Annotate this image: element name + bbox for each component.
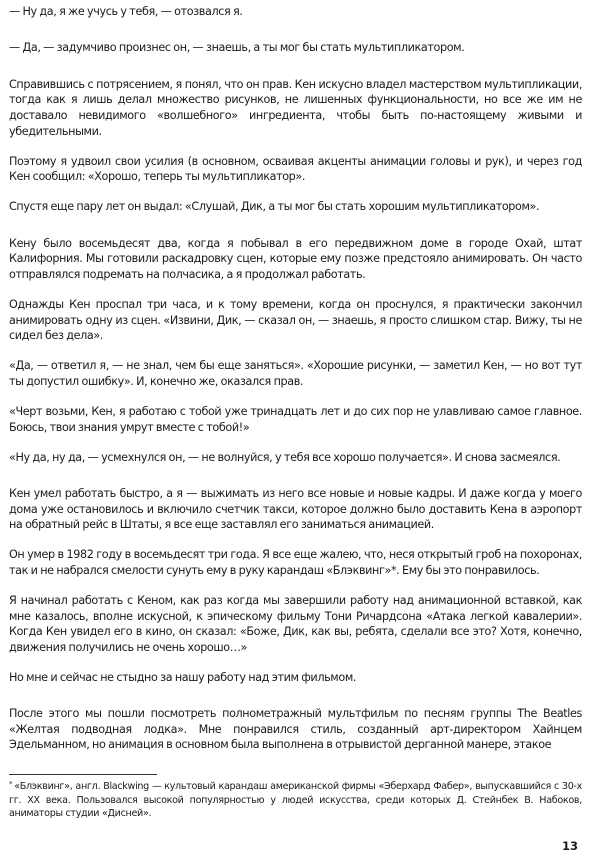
footnote-divider [9,774,157,775]
paragraph: Кену было восемьдесят два, когда я побывал в его передвижном доме в городе Охай, штат Калифорния. Мы готовили раскадровку сцен, которые ему позже предстояло анимировать. Он часто отправлялся подремать на полчасика, а я продолжал работать. [9,236,582,281]
paragraph: — Ну да, я же учусь у тебя, — отозвался я. [9,5,243,18]
paragraph: Кен умел работать быстро, а я — выжимать из него все новые и новые кадры. И даже когда у моего дома уже остановилось и включило счетчик такси, которое должно было доставить Кена в аэропорт на обратный рейс в Штаты, я все еще заставлял его заниматься анимацией. [9,487,582,532]
paragraph: Но мне и сейчас не стыдно за нашу работу над этим фильмом. [9,670,357,684]
paragraph: Спустя еще пару лет он выдал: «Слушай, Дик, а ты мог бы стать хорошим мультипликатором». [9,200,540,214]
paragraph: Он умер в 1982 году в восемьдесят три года. Я все еще жалею, что, неся открытый гроб на похоронах, так и не набрался смелости сунуть ему в руку карандаш «Блэквинг»*. Ему бы это понравилось. [9,548,582,577]
footnote [9,778,582,821]
paragraph: — Да, — задумчиво произнес он, — знаешь, а ты мог бы стать мультипликатором. [9,41,465,55]
paragraph: После этого мы пошли посмотреть полнометражный мультфильм по песням группы The Beatles «Желтая подводная лодка». Мне понравился стиль, созданный арт-директором Хайнцем Эдельманном, но анимация в основном была выполнена в отрывистой дерганной манере, этакое [9,707,582,752]
paragraph: «Ну да, ну да, — усмехнулся он, — не волнуйся, у тебя все хорошо получается». И снова засмеялся. [9,450,561,464]
paragraph: Я начинал работать с Кеном, как раз когда мы завершили работу над анимационной вставкой, как мне казалось, вполне искусной, к эпическому фильму Тони Ричардсона «Атака легкой кавалерии». Когда Кен увидел его в кино, он сказал: «Боже, Дик, как вы, ребята, сделали все это? Хотя, конечно, движения получились не очень хорошо…» [9,594,582,654]
paragraph: «Черт возьми, Кен, я работаю с тобой уже тринадцать лет и до сих пор не улавливаю самое главное. Боюсь, твои знания умрут вместе с тобой!» [9,404,582,434]
footnote-marker: * [9,780,13,788]
footnote-text: «Блэквинг», англ. Blackwing — культовый карандаш американской фирмы «Эберхард Фабер», выпускавшийся с 30-х гг. XX века. Пользовался высокой популярностью у людей искусства, среди которых Д. Стейнбек В. Набоков, аниматоры студии «Дисней». [9,781,582,820]
body-text [9,4,582,768]
page-number: 13 [561,839,578,853]
paragraph: Поэтому я удвоил свои усилия (в основном, осваивая акценты анимации головы и рук), и через год Кен сообщил: «Хорошо, теперь ты мультипликатор». [9,154,582,184]
paragraph: Справившись с потрясением, я понял, что он прав. Кен искусно владел мастерством мультипликации, тогда как я лишь делал множество рисунков, не лишенных функциональности, но все же им не доставало невидимого «волшебного» ингредиента, чтобы быть по-настоящему живыми и убедительными. [9,77,582,138]
paragraph: «Да, — ответил я, — не знал, чем бы еще заняться». «Хорошие рисунки, — заметил Кен, — но вот тут ты допустил ошибку». И, конечно же, оказался прав. [9,359,582,388]
paragraph: Однажды Кен проспал три часа, и к тому времени, когда он проснулся, я практически закончил анимировать одну из сцен. «Извини, Дик, — сказал он, — знаешь, я просто слишком стар. Вижу, ты не сидел без дела». [9,298,582,343]
